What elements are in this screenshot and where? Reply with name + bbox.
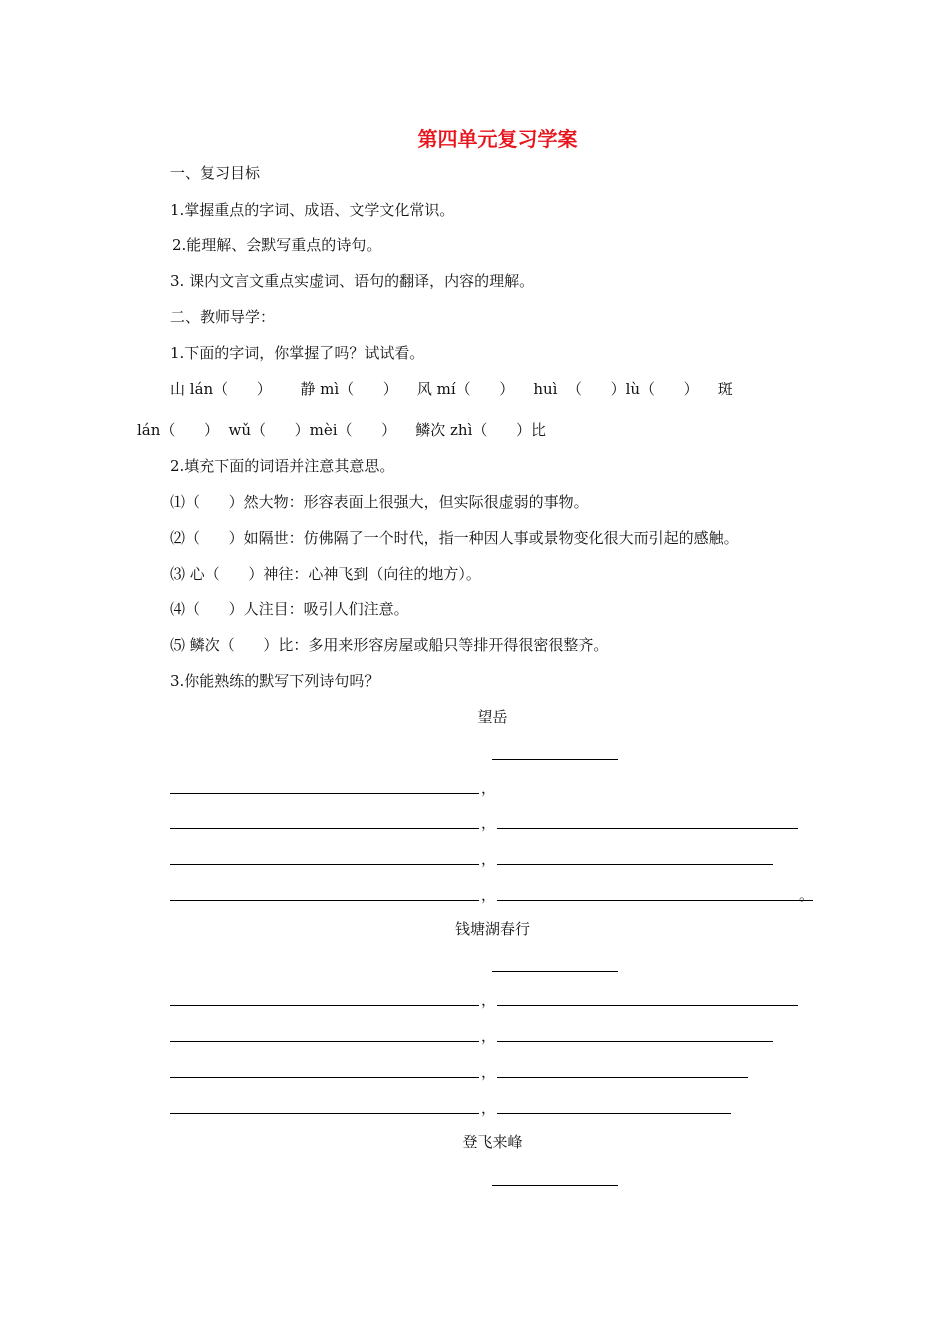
poem-title-3: 登飞来峰 bbox=[462, 1133, 523, 1151]
poem1-comma-1: ， bbox=[481, 779, 497, 797]
poem2-comma-2: ， bbox=[481, 1027, 497, 1045]
poem-author-blank-1[interactable] bbox=[492, 759, 618, 760]
q1-pinyin-line-1: 山 lán（ ） 静 mì（ ） 风 mí（ ） huì （ ）lù（ ） 斑 bbox=[170, 380, 733, 398]
poem1-blank-4a[interactable] bbox=[170, 900, 479, 901]
poem1-period: 。 bbox=[799, 886, 815, 904]
poem1-blank-3a[interactable] bbox=[170, 864, 479, 865]
poem2-blank-3b[interactable] bbox=[497, 1077, 748, 1078]
q2-prompt: 2.填充下面的词语并注意其意思。 bbox=[170, 457, 395, 475]
poem1-comma-2: ， bbox=[481, 814, 497, 832]
poem2-comma-3: ， bbox=[481, 1063, 497, 1081]
poem1-blank-4b[interactable] bbox=[497, 900, 813, 901]
q1-pinyin-line-2: lán（ ） wǔ（ ）mèi（ ） 鳞次 zhì（ ）比 bbox=[137, 421, 546, 439]
poem-title-1: 望岳 bbox=[477, 708, 508, 726]
poem-author-blank-3[interactable] bbox=[492, 1185, 618, 1186]
poem1-comma-4: ， bbox=[481, 886, 497, 904]
poem1-comma-3: ， bbox=[481, 850, 497, 868]
q2-item-1: ⑴（ ）然大物：形容表面上很强大，但实际很虚弱的事物。 bbox=[170, 493, 589, 511]
section1-heading: 一、复习目标 bbox=[170, 164, 261, 182]
poem2-blank-4b[interactable] bbox=[497, 1113, 731, 1114]
poem2-comma-1: ， bbox=[481, 991, 497, 1009]
poem-title-2: 钱塘湖春行 bbox=[454, 920, 530, 938]
poem2-blank-1b[interactable] bbox=[497, 1005, 798, 1006]
poem2-blank-3a[interactable] bbox=[170, 1077, 479, 1078]
q2-item-3: ⑶ 心（ ）神往：心神飞到（向往的地方）。 bbox=[170, 565, 481, 583]
q2-item-2: ⑵（ ）如隔世：仿佛隔了一个时代，指一种因人事或景物变化很大而引起的感触。 bbox=[170, 529, 739, 547]
q2-item-4: ⑷（ ）人注目：吸引人们注意。 bbox=[170, 600, 409, 618]
poem2-blank-1a[interactable] bbox=[170, 1005, 479, 1006]
section1-item-1: 1.掌握重点的字词、成语、文学文化常识。 bbox=[170, 201, 455, 219]
poem2-comma-4: ， bbox=[481, 1099, 497, 1117]
poem1-blank-1a[interactable] bbox=[170, 793, 479, 794]
page-title: 第四单元复习学案 bbox=[417, 127, 578, 151]
q1-prompt: 1.下面的字词，你掌握了吗？试试看。 bbox=[170, 344, 425, 362]
section1-item-2: 2.能理解、会默写重点的诗句。 bbox=[172, 236, 382, 254]
section1-item-3: 3. 课内文言文重点实虚词、语句的翻译，内容的理解。 bbox=[170, 272, 535, 290]
q2-item-5: ⑸ 鳞次（ ）比：多用来形容房屋或船只等排开得很密很整齐。 bbox=[170, 636, 609, 654]
section2-heading: 二、教师导学： bbox=[170, 308, 276, 326]
poem2-blank-4a[interactable] bbox=[170, 1113, 479, 1114]
poem2-blank-2b[interactable] bbox=[497, 1041, 773, 1042]
poem-author-blank-2[interactable] bbox=[492, 971, 618, 972]
poem2-blank-2a[interactable] bbox=[170, 1041, 479, 1042]
poem1-blank-3b[interactable] bbox=[497, 864, 773, 865]
q3-prompt: 3.你能熟练的默写下列诗句吗？ bbox=[170, 672, 380, 690]
poem1-blank-2a[interactable] bbox=[170, 828, 479, 829]
poem1-blank-2b[interactable] bbox=[497, 828, 798, 829]
